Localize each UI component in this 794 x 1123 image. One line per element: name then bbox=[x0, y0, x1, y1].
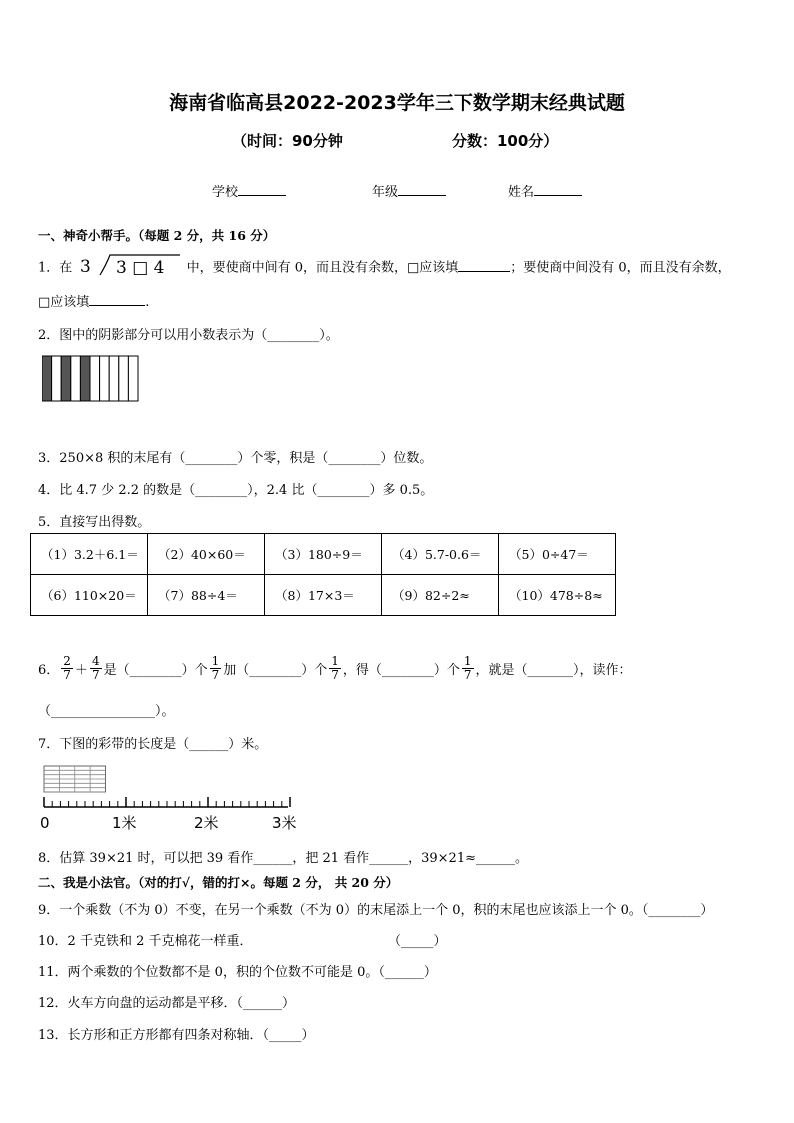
question-12: 12．火车方向盘的运动都是平移．（______） bbox=[38, 996, 296, 1011]
strip-cell bbox=[52, 356, 62, 401]
strip-cell bbox=[71, 356, 81, 401]
exam-score: 分数：100分） bbox=[452, 132, 559, 150]
q1-text-1: 中，要使商中间有 0，而且没有余数，□应该填 bbox=[186, 260, 459, 276]
page-title: 海南省临高县2022-2023学年三下数学期末经典试题 bbox=[169, 92, 625, 114]
strip-cell bbox=[61, 356, 71, 401]
strip-cell bbox=[80, 356, 90, 401]
question-5: 5．直接写出得数。 bbox=[38, 515, 151, 530]
ruler-label: 1米 bbox=[112, 814, 137, 832]
name-label: 姓名 bbox=[508, 185, 535, 200]
q1-dividend: 3 □ 4 bbox=[116, 258, 165, 278]
q1-text-3: □应该填 bbox=[38, 295, 90, 310]
calc-cell: （7）88÷4＝ bbox=[148, 575, 265, 616]
section-2-title: 二、我是小法官。（对的打√，错的打×。每题 2 分， 共 20 分） bbox=[38, 875, 399, 890]
calc-cell: （5）0÷47＝ bbox=[499, 534, 616, 575]
calc-cell: （9）82÷2≈ bbox=[382, 575, 499, 616]
ruler-label: 0 bbox=[40, 814, 50, 832]
calc-cell: （3）180÷9＝ bbox=[265, 534, 382, 575]
strip-cell bbox=[100, 356, 110, 401]
grade-field[interactable] bbox=[372, 181, 446, 200]
q6-text-4: ，就是（_______），读作： bbox=[475, 663, 632, 678]
section-1-title: 一、神奇小帮手。（每题 2 分，共 16 分） bbox=[38, 228, 276, 243]
q1-divisor: 3 bbox=[80, 257, 92, 277]
strip-cell bbox=[119, 356, 129, 401]
ruler-label: 3米 bbox=[272, 814, 297, 832]
fraction: $\frac{1}{7}$ bbox=[463, 654, 472, 682]
q1-text-2: ；要使商中间没有 0，而且没有余数， bbox=[510, 260, 731, 276]
strip-cell bbox=[128, 356, 138, 401]
calc-cell: （2）40×60＝ bbox=[148, 534, 265, 575]
question-8: 8．估算 39×21 时，可以把 39 看作______，把 21 看作______，39×21≈______。 bbox=[38, 851, 528, 866]
calc-cell: （4）5.7-0.6＝ bbox=[382, 534, 499, 575]
name-field[interactable] bbox=[508, 181, 582, 200]
question-13: 13．长方形和正方形都有四条对称轴．（_____） bbox=[38, 1028, 315, 1043]
question-6 bbox=[38, 655, 632, 682]
strip-cell bbox=[109, 356, 119, 401]
fraction: $\frac{1}{7}$ bbox=[331, 654, 339, 682]
q1-blank-2[interactable] bbox=[89, 292, 145, 306]
q6-text-1: 是（________）个 bbox=[103, 663, 208, 678]
ruler-ticks bbox=[44, 797, 290, 807]
question-2: 2．图中的阴影部分可以用小数表示为（________）。 bbox=[38, 328, 339, 343]
question-1 bbox=[38, 253, 731, 283]
fraction: $\frac{2}{7}$ bbox=[63, 654, 71, 682]
question-7: 7．下图的彩带的长度是（______）米。 bbox=[38, 737, 268, 752]
ruler-label: 2米 bbox=[194, 814, 219, 832]
calc-cell: （8）17×3＝ bbox=[265, 575, 382, 616]
q6-text-2: 加（________）个 bbox=[223, 663, 328, 678]
calc-cell: （10）478÷8≈ bbox=[499, 575, 616, 616]
fraction: $\frac{1}{7}$ bbox=[211, 654, 220, 682]
strip-cell bbox=[90, 356, 100, 401]
q6-number: 6． bbox=[38, 663, 60, 678]
question-6-cont: （________________）。 bbox=[38, 704, 175, 719]
table-row bbox=[31, 534, 616, 575]
q6-text-3: ，得（________）个 bbox=[342, 663, 460, 678]
question-11: 11．两个乘数的个位数都不是 0，积的个位数不可能是 0。（______） bbox=[38, 965, 437, 980]
strip-cell bbox=[42, 356, 52, 401]
plus-sign: ＋ bbox=[74, 663, 88, 678]
question-1-cont bbox=[38, 291, 149, 310]
shaded-strip-figure bbox=[42, 355, 140, 403]
table-row bbox=[31, 575, 616, 616]
q1-end: . bbox=[145, 295, 150, 310]
q1-number: 1．在 bbox=[38, 260, 73, 276]
school-field[interactable] bbox=[212, 181, 286, 200]
q1-blank-1[interactable] bbox=[458, 258, 510, 272]
question-4: 4．比 4.7 少 2.2 的数是（________），2.4 比（________）多 0.5。 bbox=[38, 483, 434, 498]
question-10: 10．2 千克铁和 2 千克棉花一样重． bbox=[38, 934, 253, 949]
calc-cell: （1）3.2＋6.1＝ bbox=[31, 534, 148, 575]
school-label: 学校 bbox=[212, 185, 239, 200]
question-9: 9．一个乘数（不为 0）不变，在另一个乘数（不为 0）的末尾添上一个 0，积的末尾也应该添上一个 0。（________） bbox=[38, 903, 714, 918]
exam-time: （时间：90分钟 bbox=[232, 132, 343, 150]
question-3: 3．250×8 积的末尾有（________）个零，积是（________）位数。 bbox=[38, 451, 433, 466]
fraction: $\frac{4}{7}$ bbox=[91, 654, 100, 682]
calc-cell: （6）110×20＝ bbox=[31, 575, 148, 616]
question-10-answer[interactable]: （_____） bbox=[388, 934, 447, 949]
ribbon-ruler-figure bbox=[34, 762, 304, 834]
long-division bbox=[76, 253, 182, 283]
grade-label: 年级 bbox=[372, 185, 399, 200]
calc-table bbox=[30, 533, 616, 616]
